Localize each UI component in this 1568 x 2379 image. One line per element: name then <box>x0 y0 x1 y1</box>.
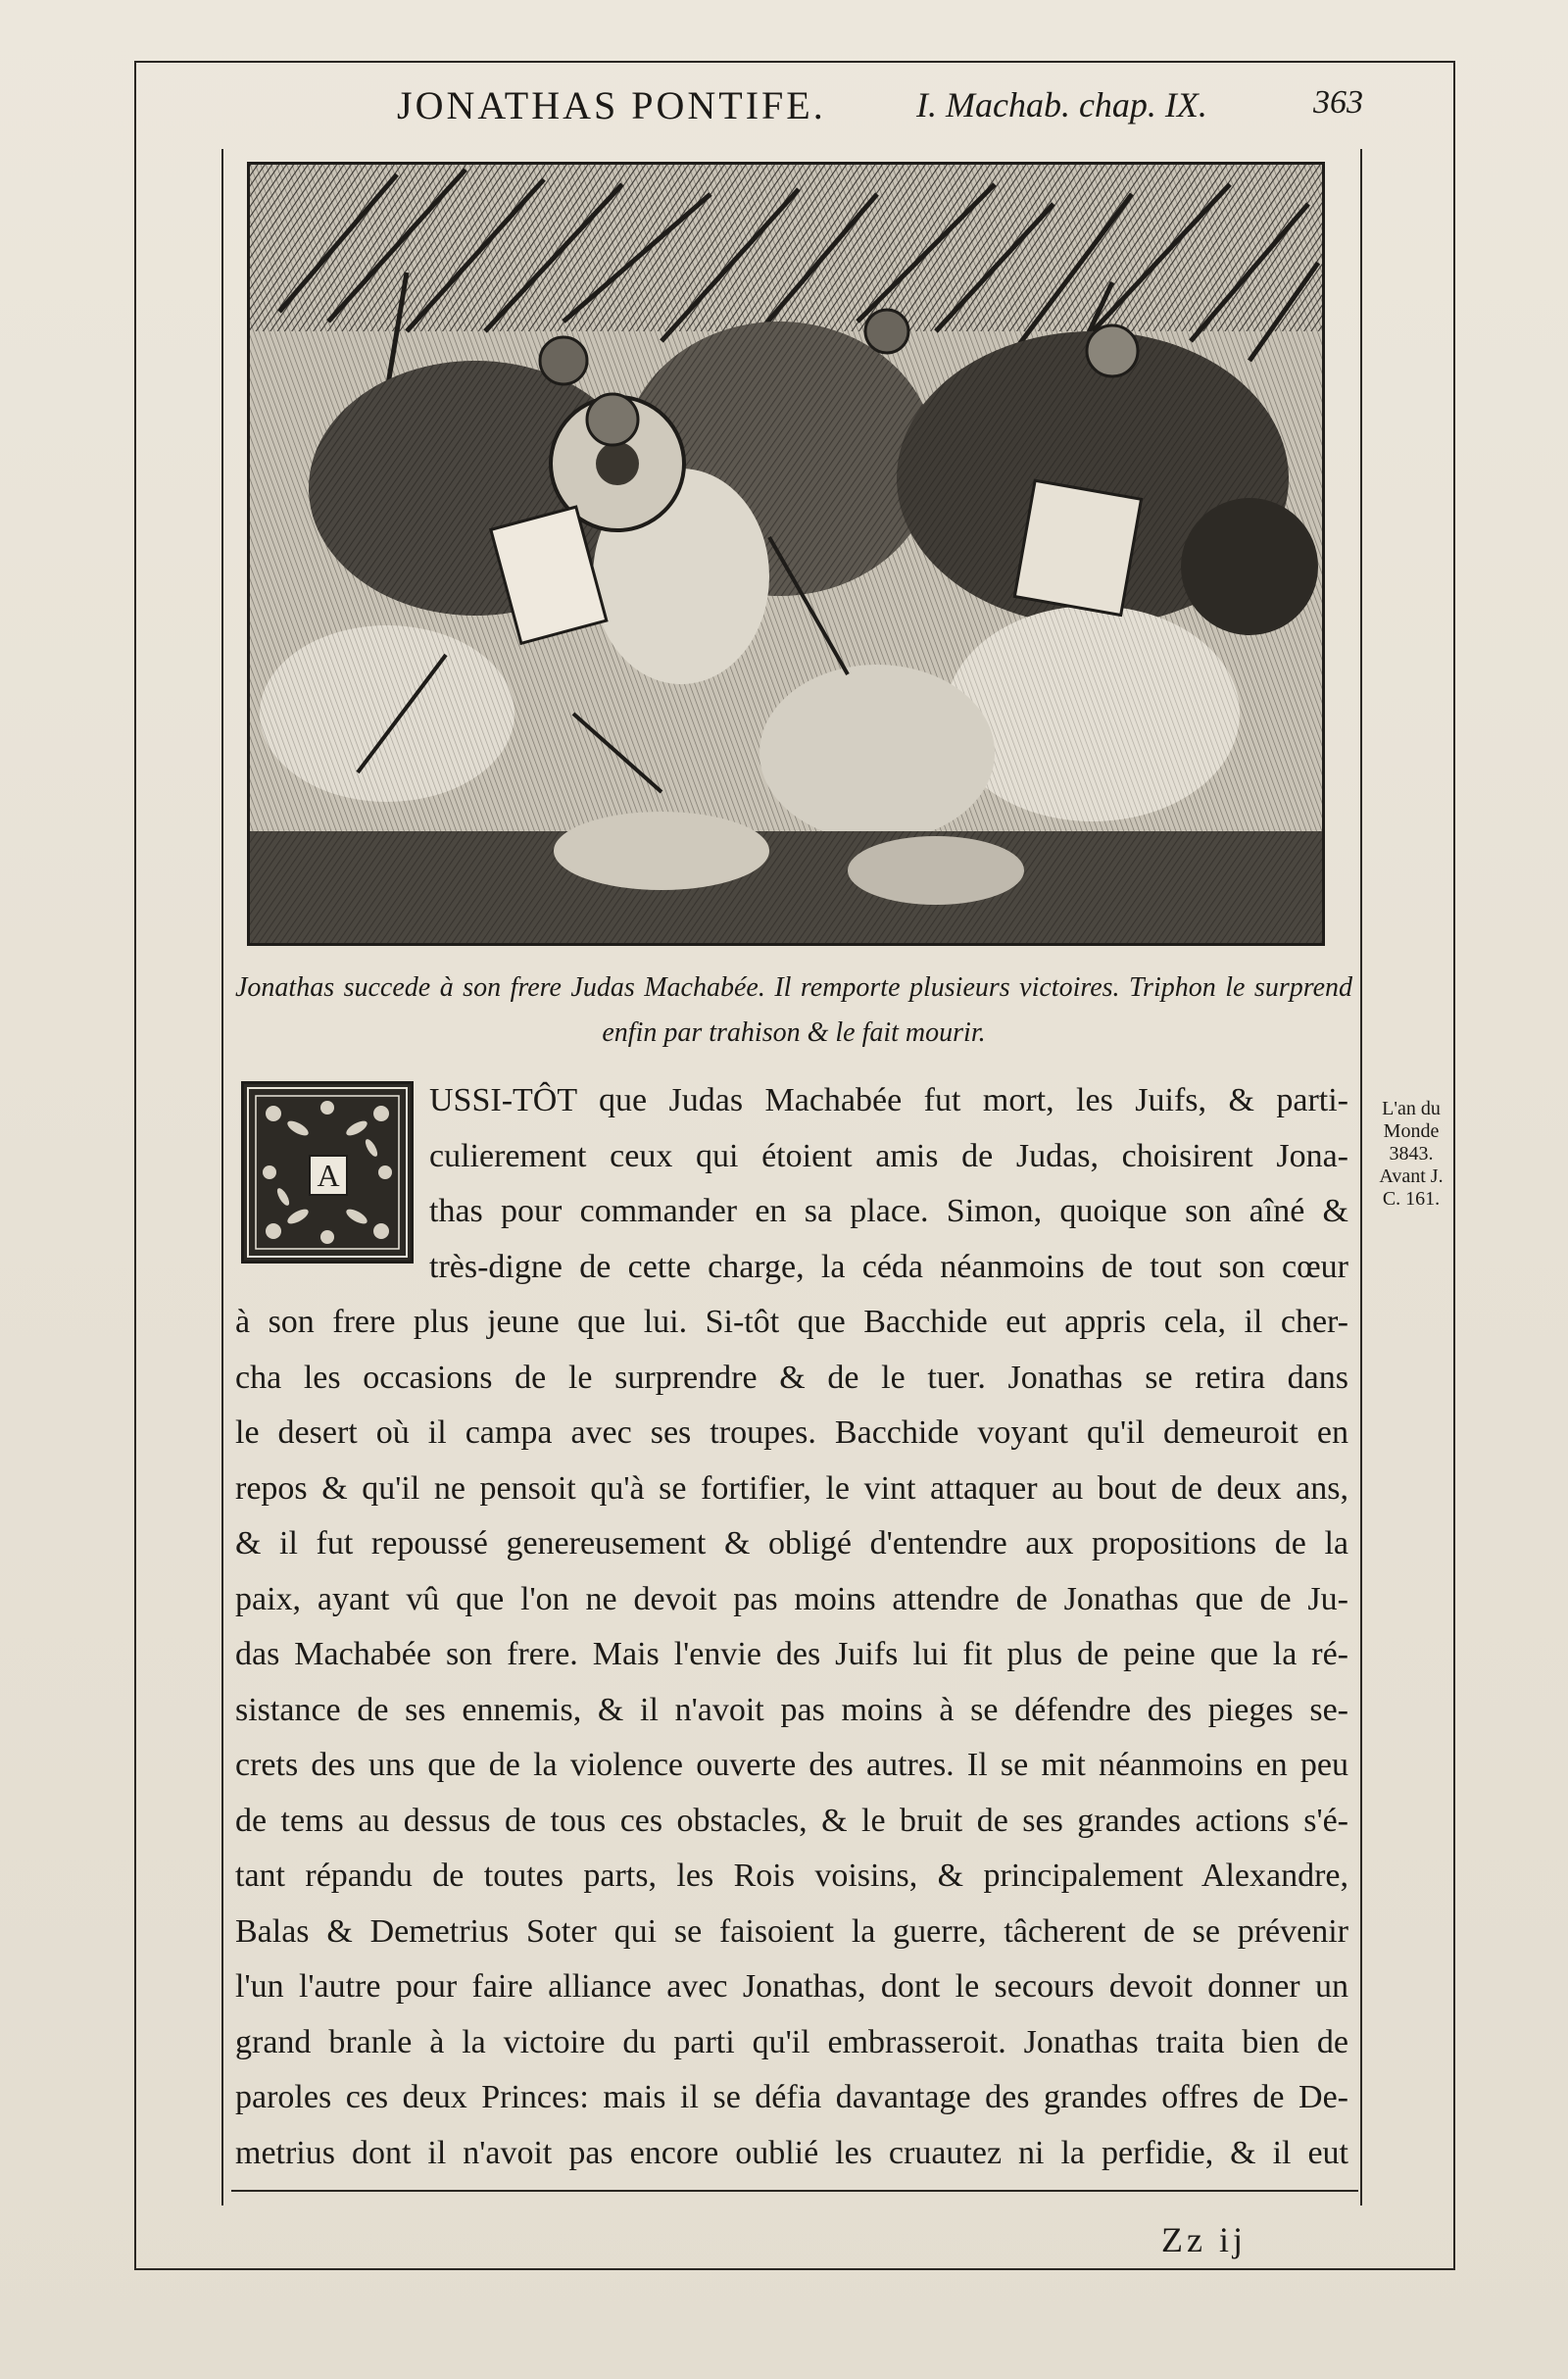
signature-mark: Zz ij <box>1161 2220 1247 2259</box>
text-line: à son frere plus jeune que lui. Si-tôt que Bacchide eut appris cela, il cher- <box>235 1304 1348 1340</box>
margin-note-date <box>1362 1098 1460 1211</box>
margin-note-line: Avant J. <box>1379 1165 1444 1187</box>
engraving-caption <box>235 966 1352 1056</box>
body-text <box>235 1073 1348 2181</box>
text-line: das Machabée son frere. Mais l'envie des Juifs lui fit plus de peine que la ré- <box>235 1636 1348 1672</box>
drop-cap-letter: A <box>309 1155 348 1196</box>
margin-note-line: C. 161. <box>1382 1188 1441 1210</box>
margin-note-line: Monde <box>1383 1120 1440 1142</box>
text-line: de tems au dessus de tous ces obstacles, & le bruit de ses grandes actions s'é- <box>235 1802 1348 1839</box>
text-line: paix, ayant vû que l'on ne devoit pas moins attendre de Jonathas que de Ju- <box>235 1580 1348 1617</box>
page-number: 363 <box>1313 84 1363 121</box>
text-line: très-digne de cette charge, la céda néanmoins de tout son cœur <box>429 1248 1348 1285</box>
engraving-artwork <box>250 165 1322 943</box>
text-line: repos & qu'il ne pensoit qu'à se fortifier, le vint attaquer au bout de deux ans, <box>235 1469 1348 1507</box>
text-line: grand branle à la victoire du parti qu'il embrasseroit. Jonathas traita bien de <box>235 2023 1348 2060</box>
battle-engraving-illustration <box>247 162 1325 946</box>
running-header <box>294 78 1372 137</box>
margin-note-line: L'an du <box>1382 1098 1441 1119</box>
text-line: USSI-TÔT que Judas Machabée fut mort, les Juifs, & parti- <box>429 1082 1348 1118</box>
text-line: culierement ceux qui étoient amis de Judas, choisirent Jona- <box>429 1137 1348 1174</box>
caption-line-1: Jonathas succede à son frere Judas Machabée. Il remporte plusieurs victoires. Triphon le surprend <box>235 972 1352 1003</box>
text-line: thas pour commander en sa place. Simon, quoique son aîné & <box>429 1193 1348 1229</box>
text-line: cha les occasions de le surprendre & de le tuer. Jonathas se retira dans <box>235 1359 1348 1396</box>
text-line: sistance de ses ennemis, & il n'avoit pas moins à se défendre des pieges se- <box>235 1691 1348 1728</box>
text-line: le desert où il campa avec ses troupes. Bacchide voyant qu'il demeuroit en <box>235 1414 1348 1451</box>
text-line: crets des uns que de la violence ouverte des autres. Il se mit néanmoins en peu <box>235 1747 1348 1783</box>
bottom-rule <box>231 2190 1358 2192</box>
header-reference: I. Machab. chap. IX. <box>916 85 1207 124</box>
text-line: l'un l'autre pour faire alliance avec Jonathas, dont le secours devoit donner un <box>235 1968 1348 2005</box>
header-title: JONATHAS PONTIFE. <box>397 83 826 127</box>
text-line: paroles ces deux Princes: mais il se défia davantage des grandes offres de De- <box>235 2079 1348 2115</box>
text-line: metrius dont il n'avoit pas encore oublié les cruautez ni la perfidie, & il eut <box>235 2134 1348 2171</box>
text-line: Balas & Demetrius Soter qui se faisoient la guerre, tâcherent de se prévenir <box>235 1912 1348 1950</box>
margin-note-line: 3843. <box>1389 1143 1434 1165</box>
text-line: & il fut repoussé genereusement & obligé d'entendre aux propositions de la <box>235 1525 1348 1561</box>
caption-line-2: enfin par trahison & le fait mourir. <box>602 1017 986 1048</box>
text-line: tant répandu de toutes parts, les Rois voisins, & principalement Alexandre, <box>235 1858 1348 1894</box>
